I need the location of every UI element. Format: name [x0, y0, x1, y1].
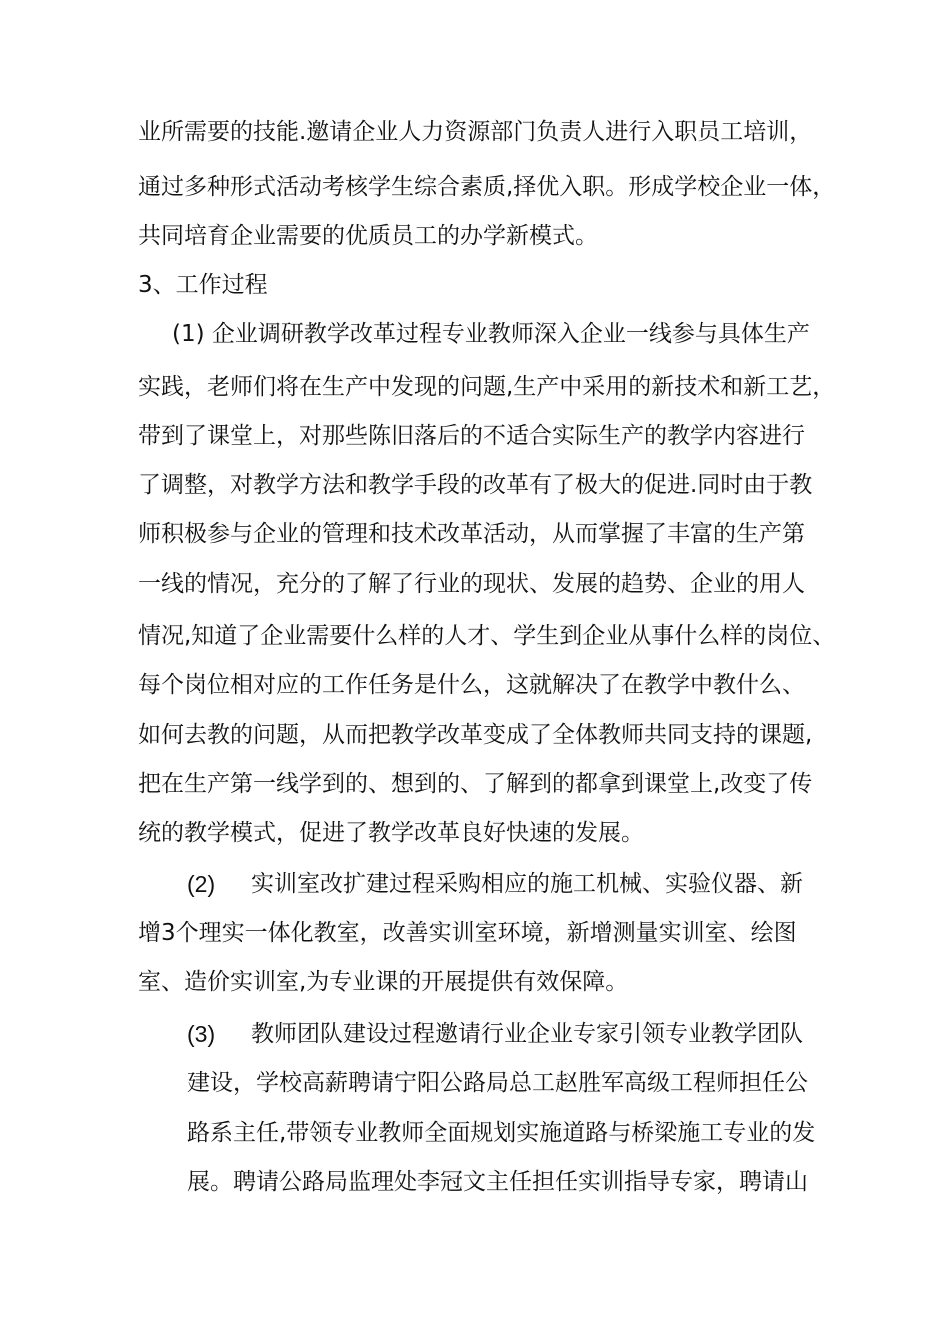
text-line: 带到了课堂上，对那些陈旧落后的不适合实际生产的教学内容进行: [138, 423, 805, 449]
text-line: 情况,知道了企业需要什么样的人才、学生到企业从事什么样的岗位、: [138, 623, 836, 649]
text-line: 实践，老师们将在生产中发现的问题,生产中采用的新技术和新工艺，: [138, 374, 836, 400]
text-line: 教师团队建设过程邀请行业企业专家引领专业教学团队: [251, 1021, 803, 1047]
text-line: 把在生产第一线学到的、想到的、了解到的都拿到课堂上,改变了传: [138, 771, 813, 797]
list-marker: (2): [187, 871, 216, 897]
text-line: 如何去教的问题，从而把教学改革变成了全体教师共同支持的课题,: [138, 722, 813, 748]
text-line: 业所需要的技能.邀请企业人力资源部门负责人进行入职员工培训，: [138, 119, 813, 145]
text-line: 建设，学校高薪聘请宁阳公路局总工赵胜军高级工程师担任公: [187, 1070, 808, 1096]
list-marker: (3): [187, 1021, 216, 1047]
text-line: 通过多种形式活动考核学生综合素质,择优入职。形成学校企业一体，: [138, 174, 836, 200]
text-line: 了调整，对教学方法和教学手段的改革有了极大的促进.同时由于教: [138, 472, 813, 498]
text-line: 室、造价实训室,为专业课的开展提供有效保障。: [138, 969, 629, 995]
text-line: 师积极参与企业的管理和技术改革活动，从而掌握了丰富的生产第: [138, 521, 805, 547]
text-line: 路系主任,带领专业教师全面规划实施道路与桥梁施工专业的发: [187, 1120, 816, 1146]
text-line: 增3个理实一体化教室，改善实训室环境，新增测量实训室、绘图: [138, 920, 797, 946]
section-heading: 3、工作过程: [138, 272, 268, 298]
text-line: 共同培育企业需要的优质员工的办学新模式。: [138, 223, 598, 249]
text-line: 统的教学模式，促进了教学改革良好快速的发展。: [138, 820, 644, 846]
text-line: (1) 企业调研教学改革过程专业教师深入企业一线参与具体生产: [172, 321, 810, 347]
text-line: 每个岗位相对应的工作任务是什么，这就解决了在教学中教什么、: [138, 672, 805, 698]
text-line: 展。聘请公路局监理处李冠文主任担任实训指导专家，聘请山: [187, 1169, 808, 1195]
text-line: 实训室改扩建过程采购相应的施工机械、实验仪器、新: [251, 871, 803, 897]
text-line: 一线的情况，充分的了解了行业的现状、发展的趋势、企业的用人: [138, 571, 805, 597]
